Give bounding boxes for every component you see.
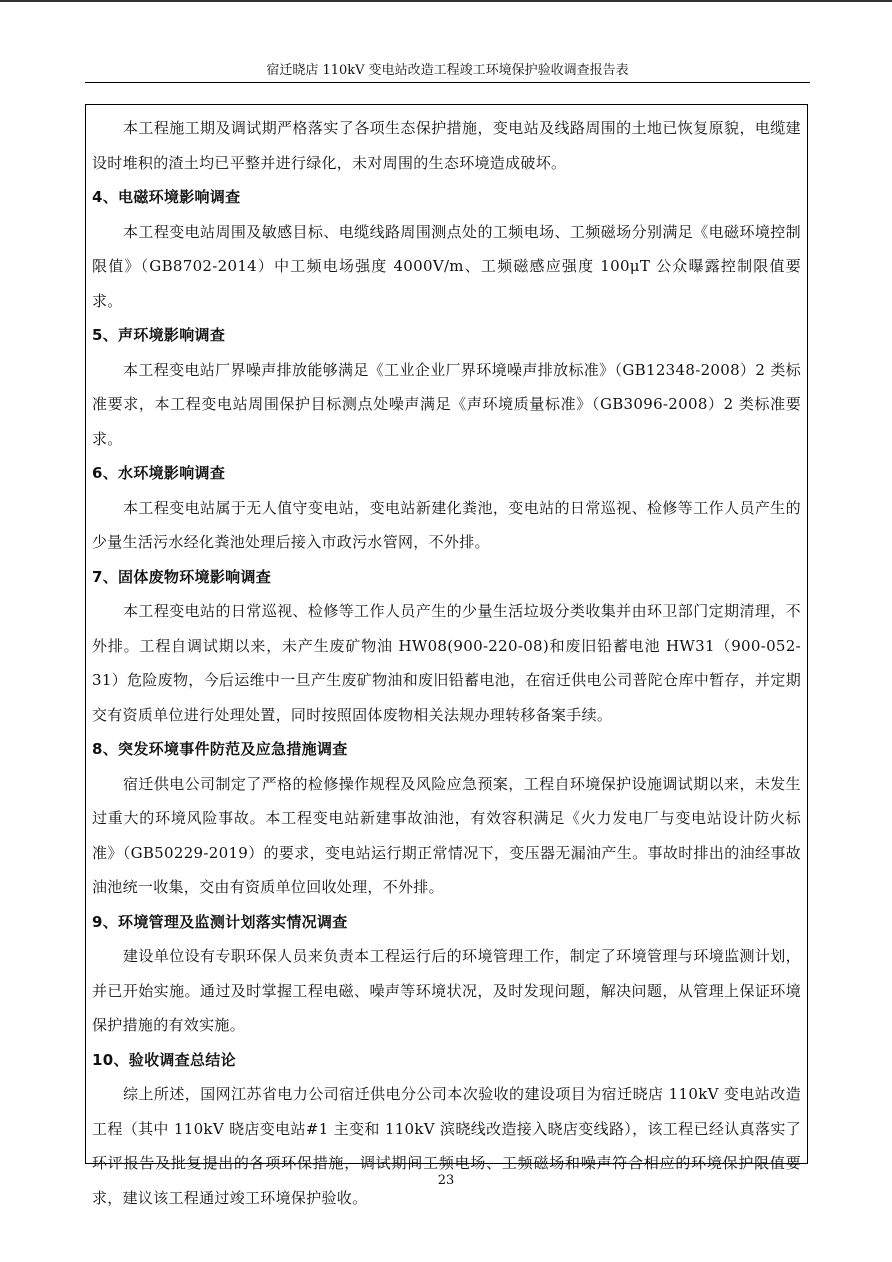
section-heading-electromagnetic: 4、电磁环境影响调查 — [92, 188, 241, 206]
section-heading-management: 9、环境管理及监测计划落实情况调查 — [92, 912, 348, 931]
section-heading-water: 6、水环境影响调查 — [92, 464, 226, 482]
report-content — [86, 105, 807, 1215]
section-paragraph-solid-waste: 本工程变电站的日常巡视、检修等工作人员产生的少量生活垃圾分类收集并由环卫部门定期清理，不外排。工程自调试期以来，未产生废矿物油 HW08(900-220-08)和废旧铅蓄电池 HW31（900-052-31）危险废物，今后运维中一旦产生废矿物油和废旧铅蓄电池，在宿迁供电公司普陀仓库中暂存，并定期交有资质单位进行处理处置，同时按照固体废物相关法规办理转移备案手续。 — [92, 602, 801, 724]
section-heading-noise: 5、声环境影响调查 — [92, 326, 226, 344]
section-paragraph-water: 本工程变电站属于无人值守变电站，变电站新建化粪池，变电站的日常巡视、检修等工作人员产生的少量生活污水经化粪池处理后接入市政污水管网，不外排。 — [92, 498, 801, 551]
intro-paragraph: 本工程施工期及调试期严格落实了各项生态保护措施，变电站及线路周围的土地已恢复原貌，电缆建设时堆积的渣土均已平整并进行绿化，未对周围的生态环境造成破坏。 — [92, 119, 801, 172]
header-rule — [85, 82, 810, 83]
section-heading-solid-waste: 7、固体废物环境影响调查 — [92, 567, 272, 586]
section-paragraph-conclusion: 综上所述，国网江苏省电力公司宿迁供电分公司本次验收的建设项目为宿迁晓店 110kV 变电站改造工程（其中 110kV 晓店变电站#1 主变和 110kV 滨晓线改造接入晓店变线路），该工程已经认真落实了环评报告及批复提出的各项环保措施，调试期间工频电场、工频磁场和噪声符合相应的环境保护限值要求，建议该工程通过竣工环境保护验收。 — [92, 1085, 801, 1207]
content-frame — [85, 104, 808, 1207]
section-paragraph-noise: 本工程变电站厂界噪声排放能够满足《工业企业厂界环境噪声排放标准》（GB12348-2008）2 类标准要求，本工程变电站周围保护目标测点处噪声满足《声环境质量标准》（GB3096-2008）2 类标准要求。 — [92, 360, 801, 448]
section-paragraph-emergency: 宿迁供电公司制定了严格的检修操作规程及风险应急预案，工程自环境保护设施调试期以来，未发生过重大的环境风险事故。本工程变电站新建事故油池，有效容积满足《火力发电厂与变电站设计防火标准》（GB50229-2019）的要求，变电站运行期正常情况下，变压器无漏油产生。事故时排出的油经事故油池统一收集，交由有资质单位回收处理，不外排。 — [92, 774, 801, 896]
section-paragraph-management: 建设单位设有专职环保人员来负责本工程运行后的环境管理工作，制定了环境管理与环境监测计划，并已开始实施。通过及时掌握工程电磁、噪声等环境状况，及时发现问题，解决问题，从管理上保证环境保护措施的有效实施。 — [92, 947, 801, 1034]
section-heading-conclusion: 10、验收调查总结论 — [92, 1050, 236, 1069]
section-paragraph-electromagnetic: 本工程变电站周围及敏感目标、电缆线路周围测点处的工频电场、工频磁场分别满足《电磁环境控制限值》（GB8702-2014）中工频电场强度 4000V/m、工频磁感应强度 100μT 公众曝露控制限值要求。 — [92, 222, 801, 310]
section-heading-emergency: 8、突发环境事件防范及应急措施调查 — [92, 740, 348, 758]
page-number: 23 — [437, 1173, 455, 1188]
top-border-line — [0, 0, 892, 2]
page-header-title: 宿迁晓店 110kV 变电站改造工程竣工环境保护验收调查报告表 — [266, 63, 629, 78]
